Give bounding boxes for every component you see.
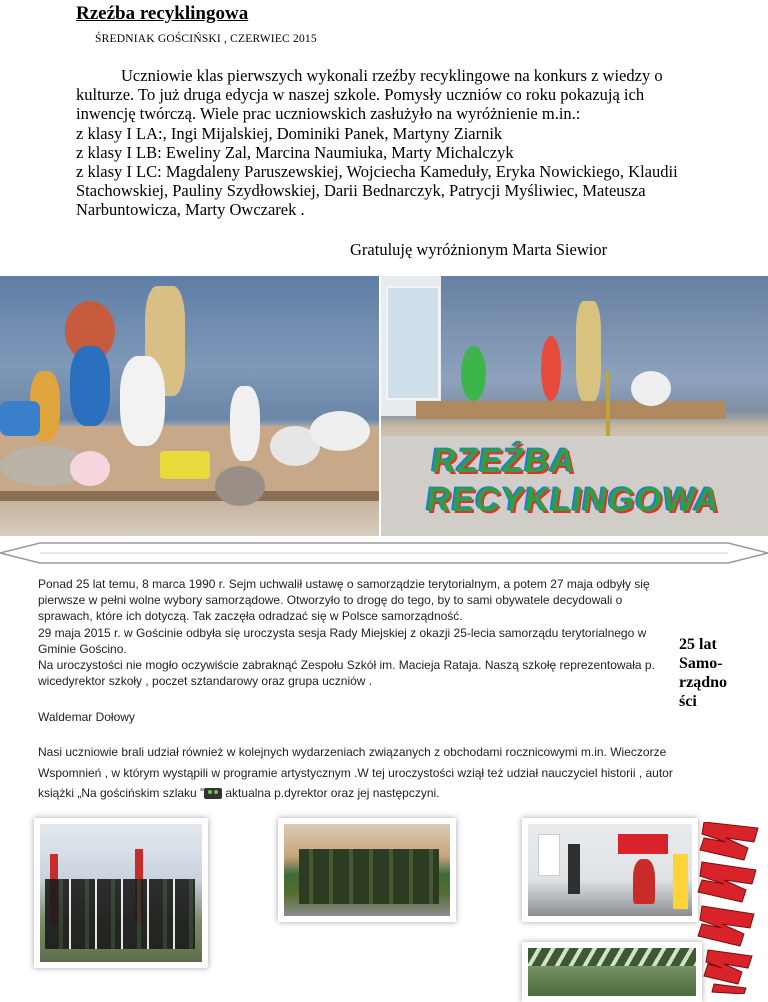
signature: Gratuluję wyróżnionym Marta Siewior: [350, 240, 608, 259]
exhibition-photo: [381, 276, 768, 536]
inline-book-icon: [204, 788, 222, 799]
caps-banner-text: RZEŹBA RECYKLINGOWA: [423, 442, 723, 519]
sculptures-photo: [0, 276, 379, 536]
intro-paragraph: Uczniowie klas pierwszych wykonali rzeźby recyklingowe na konkurs z wiedzy o kulturze. To już druga edycja w naszej szkole. Pomysły uczniów co roku pokazują ich inwencję twórczą. Wiele prac uczniowskich zasłużyło na wyróżnienie m.in.:: [76, 66, 663, 124]
events-text: [38, 742, 698, 804]
side-heading: 25 lat Samo- rządno ści: [679, 636, 727, 710]
history-paragraph: Ponad 25 lat temu, 8 marca 1990 r. Sejm uchwalił ustawę o samorządzie terytorialnym, a potem 27 maja odbyły się pierwsze w pełni wolne wybory samorządowe. Otworzyło to drogę do tego, by to sami obywatele decydowali o sprawach, które ich dotyczą. Tak zaczęła odradzać się w Polsce samorządność.: [38, 577, 650, 624]
class-la-line: z klasy I LA:, Ingi Mijalskiej, Dominiki Panek, Martyny Ziarnik: [76, 123, 503, 143]
intro-text: [76, 66, 706, 220]
class-lb-line: z klasy I LB: Eweliny Zal, Marcina Naumiuka, Marty Michalczyk: [76, 142, 514, 162]
honor-guard-photo: [34, 818, 208, 968]
anniversary-text: [38, 576, 678, 689]
decorative-red-lettering: [696, 822, 766, 994]
section-divider: [0, 540, 768, 566]
author-name: Waldemar Dołowy: [38, 710, 135, 724]
event-photo-partial: [522, 942, 702, 1002]
article-title: Rzeźba recyklingowa: [76, 3, 249, 24]
byline: ŚREDNIAK GOŚCIŃSKI , CZERWIEC 2015: [95, 33, 317, 45]
ceremony-photo: [522, 818, 698, 922]
class-lc-line: z klasy I LC: Magdaleny Paruszewskiej, Wojciecha Kameduły, Eryka Nowickiego, Klaudii Stachowskiej, Pauliny Szydłowskiej, Darii Bednarczyk, Patrycji Myśliwiec, Mateusza Narbuntowicza, Marty Owczarek .: [76, 162, 678, 220]
students-group-photo: [278, 818, 456, 922]
school-paragraph: Na uroczystości nie mogło oczywiście zabraknąć Zespołu Szkół im. Macieja Rataja. Naszą szkołę reprezentowała p. wicedyrektor szkoły , poczet sztandarowy oraz grupa uczniów .: [38, 658, 655, 689]
events-text-before: Nasi uczniowie brali udział również w kolejnych wydarzeniach związanych z obchodami rocznicowymi m.in. Wieczorze Wspomnień , w którym wystąpili w programie artystycznym .W tej uroczystości wziął też udział nauczyciel historii , autor książki „Na gościńskim szlaku ”: [38, 745, 673, 800]
events-text-after: aktualna p.dyrektor oraz jej następczyni.: [222, 786, 440, 800]
session-paragraph: 29 maja 2015 r. w Gościnie odbyła się uroczysta sesja Rady Miejskiej z okazji 25-lecia samorządu terytorialnego w Gminie Gościno.: [38, 625, 647, 656]
